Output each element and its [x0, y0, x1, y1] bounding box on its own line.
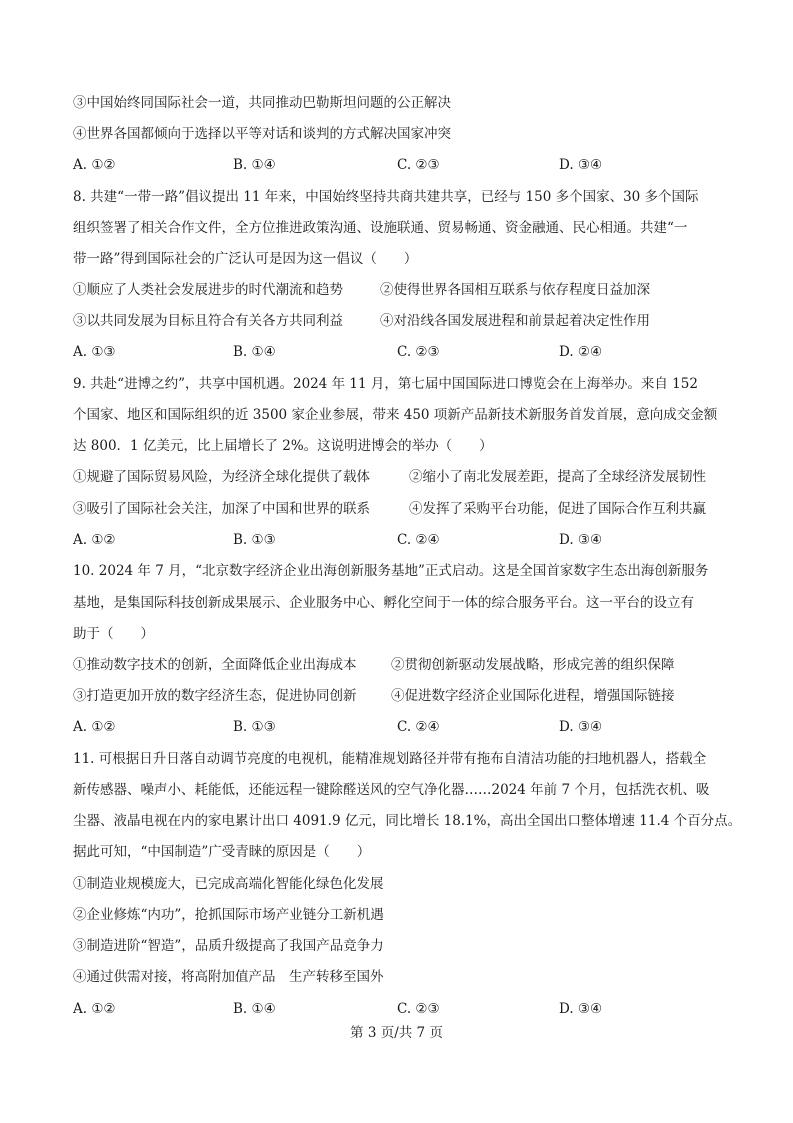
q9-items-row-2 — [73, 499, 733, 519]
q9-item-2: ②缩小了南北发展差距，提高了全球经济发展韧性 — [409, 469, 706, 485]
q11-item-4: ④通过供需对接，将高附加值产品 生产转移至国外 — [73, 969, 384, 985]
q10-stem-line-3: 助于（ ） — [73, 626, 154, 642]
q9-item-3: ③吸引了国际社会关注，加深了中国和世界的联系 — [73, 501, 370, 517]
q10-stem-line-2: 基地，是集国际科技创新成果展示、企业服务中心、孵化空间于一体的综合服务平台。这一平台的设立有 — [73, 595, 694, 611]
q11-option-d[interactable]: D. ③④ — [559, 1001, 603, 1017]
q9-option-b[interactable]: B. ①③ — [233, 532, 276, 548]
q11-item-1: ①制造业规模庞大，已完成高端化智能化绿色化发展 — [73, 876, 384, 892]
q10-item-2: ②贯彻创新驱动发展战略，形成完善的组织保障 — [391, 657, 675, 673]
q9-item-4: ④发挥了采购平台功能，促进了国际合作互利共赢 — [409, 501, 706, 517]
q8-stem-line-1: 8. 共建“一带一路”倡议提出 11 年来，中国始终坚持共商共建共享，已经与 150 多个国家、30 多个国际 — [73, 189, 699, 205]
q10-option-a[interactable]: A. ①② — [73, 719, 116, 735]
q7-item-4: ④世界各国都倾向于选择以平等对话和谈判的方式解决国家冲突 — [73, 126, 451, 142]
q10-option-b[interactable]: B. ①③ — [233, 719, 276, 735]
q8-item-1: ①顺应了人类社会发展进步的时代潮流和趋势 — [73, 282, 343, 298]
q8-items-row-1 — [73, 280, 733, 300]
q7-item-3: ③中国始终同国际社会一道，共同推动巴勒斯坦问题的公正解决 — [73, 95, 451, 111]
q11-stem-line-1: 11. 可根据日升日落自动调节亮度的电视机，能精准规划路径并带有拖布自清洁功能的扫地机器人，搭载全 — [73, 751, 707, 767]
q7-options — [73, 155, 733, 175]
page-number-footer: 第 3 页/共 7 页 — [350, 1025, 443, 1041]
q9-stem-line-1: 9. 共赴“进博之约”，共享中国机遇。2024 年 11 月，第七届中国国际进口博览会在上海举办。来自 152 — [73, 376, 698, 392]
q9-items-row-1 — [73, 467, 733, 487]
q8-items-row-2 — [73, 311, 733, 331]
q8-item-3: ③以共同发展为目标且符合有关各方共同利益 — [73, 313, 343, 329]
q11-stem-line-3: 尘器、液晶电视在内的家电累计出口 4091.9 亿元，同比增长 18.1%，高出全国出口整体增速 11.4 个百分点。 — [73, 813, 742, 829]
q7-option-b[interactable]: B. ①④ — [233, 157, 276, 173]
q10-stem-line-1: 10. 2024 年 7 月，“北京数字经济企业出海创新服务基地”正式启动。这是全国首家数字生态出海创新服务 — [73, 563, 709, 579]
q11-stem-line-2: 新传感器、噪声小、耗能低，还能远程一键除醛送风的空气净化器……2024 年前 7 个月，包括洗衣机、吸 — [73, 782, 710, 798]
q10-item-1: ①推动数字技术的创新，全面降低企业出海成本 — [73, 657, 357, 673]
q11-option-a[interactable]: A. ①② — [73, 1001, 116, 1017]
q11-option-b[interactable]: B. ①④ — [233, 1001, 276, 1017]
q7-option-d[interactable]: D. ③④ — [559, 157, 603, 173]
q10-options — [73, 717, 733, 737]
q7-option-c[interactable]: C. ②③ — [397, 157, 440, 173]
q8-options — [73, 342, 733, 362]
q11-item-3: ③制造进阶“智造”，品质升级提高了我国产品竞争力 — [73, 938, 384, 954]
q10-items-row-2 — [73, 686, 733, 706]
q10-option-c[interactable]: C. ②④ — [397, 719, 440, 735]
q8-item-2: ②使得世界各国相互联系与依存程度日益加深 — [380, 282, 650, 298]
q10-items-row-1 — [73, 655, 733, 675]
q9-options — [73, 530, 733, 550]
q8-stem-line-2: 组织签署了相关合作文件，全方位推进政策沟通、设施联通、贸易畅通、资金融通、民心相通。共建“一 — [73, 220, 688, 236]
q8-option-c[interactable]: C. ②③ — [397, 344, 440, 360]
q9-item-1: ①规避了国际贸易风险，为经济全球化提供了载体 — [73, 469, 370, 485]
q9-stem-line-2: 个国家、地区和国际组织的近 3500 家企业参展，带来 450 项新产品新技术新服务首发首展，意向成交金额 — [73, 407, 718, 423]
q9-stem-line-3: 达 800．1 亿美元，比上届增长了 2%。这说明进博会的举办（ ） — [73, 438, 493, 454]
q10-item-3: ③打造更加开放的数字经济生态，促进协同创新 — [73, 688, 357, 704]
q11-item-2: ②企业修炼“内功”，抢抓国际市场产业链分工新机遇 — [73, 907, 384, 923]
q7-option-a[interactable]: A. ①② — [73, 157, 116, 173]
q9-option-d[interactable]: D. ③④ — [559, 532, 603, 548]
q11-stem-line-4: 据此可知，“中国制造”广受青睐的原因是（ ） — [73, 844, 371, 860]
q8-option-a[interactable]: A. ①③ — [73, 344, 116, 360]
q11-option-c[interactable]: C. ②③ — [397, 1001, 440, 1017]
q8-option-d[interactable]: D. ②④ — [559, 344, 603, 360]
q8-option-b[interactable]: B. ①④ — [233, 344, 276, 360]
q11-options — [73, 999, 733, 1019]
q10-option-d[interactable]: D. ③④ — [559, 719, 603, 735]
q10-item-4: ④促进数字经济企业国际化进程，增强国际链接 — [391, 688, 675, 704]
q8-item-4: ④对沿线各国发展进程和前景起着决定性作用 — [380, 313, 650, 329]
q8-stem-line-3: 带一路”得到国际社会的广泛认可是因为这一倡议（ ） — [73, 251, 418, 267]
q9-option-a[interactable]: A. ①② — [73, 532, 116, 548]
q9-option-c[interactable]: C. ②④ — [397, 532, 440, 548]
